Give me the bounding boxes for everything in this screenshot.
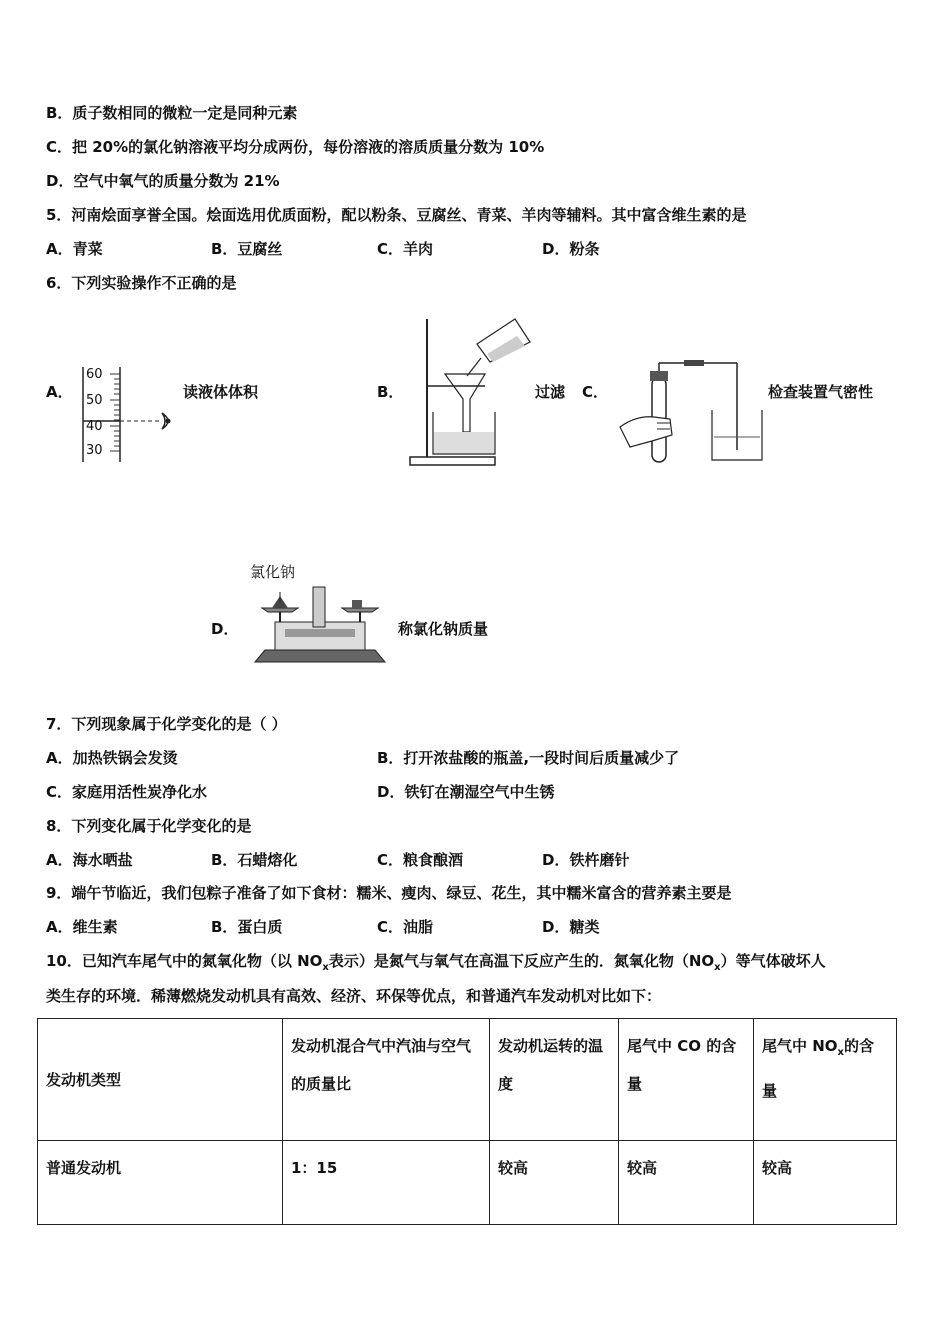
balance-figure [250,582,390,672]
q8-option-b: B．石蜡熔化 [211,851,298,869]
header-temperature: 发动机运转的温度 [490,1019,619,1141]
q6-c-letter: C． [582,383,609,401]
q5-option-a: A．青菜 [46,240,103,258]
row1-temperature: 较高 [490,1141,619,1225]
header-nox-content: 尾气中 $NO_x$的含量 [754,1019,897,1141]
cylinder-tick-50: 50 [86,393,103,408]
q8-option-c: C．粮食酿酒 [377,851,464,869]
q6-a-letter: A． [46,383,73,401]
row1-co: 较高 [619,1141,754,1225]
q9-stem: 9．端午节临近，我们包粽子准备了如下食材：糯米、瘦肉、绿豆、花生，其中糯米富含的营养素主要是 [46,884,732,902]
table-row [38,1141,897,1225]
q5-option-b: B．豆腐丝 [211,240,283,258]
header-mixture-ratio: 发动机混合气中汽油与空气的质量比 [283,1019,490,1141]
q9-option-c: C．油脂 [377,918,434,936]
airtightness-check-figure [612,355,772,470]
filtration-figure [405,314,535,469]
q6-stem: 6．下列实验操作不正确的是 [46,274,237,292]
row1-nox: 较高 [754,1141,897,1225]
q8-option-a: A．海水晒盐 [46,851,133,869]
q4-option-b: B．质子数相同的微粒一定是同种元素 [46,104,298,122]
q9-option-b: B．蛋白质 [211,918,283,936]
cylinder-tick-30: 30 [86,443,103,458]
q8-stem: 8．下列变化属于化学变化的是 [46,817,252,835]
table-header-row [38,1019,897,1141]
q9-option-a: A．维生素 [46,918,118,936]
q5-option-c: C．羊肉 [377,240,434,258]
q7-option-d: D．铁钉在潮湿空气中生锈 [377,783,555,801]
q5-stem: 5．河南烩面享誉全国。烩面选用优质面粉，配以粉条、豆腐丝、青菜、羊肉等辅料。其中富含维生素的是 [46,206,747,224]
q10-stem-line2: 类生存的环境．稀薄燃烧发动机具有高效、经济、环保等优点，和普通汽车发动机对比如下： [46,987,662,1005]
q6-c-caption: 检查装置气密性 [768,383,874,401]
engine-comparison-table [37,1018,897,1225]
q4-option-c: C．把 20%的氯化钠溶液平均分成两份，每份溶液的溶质质量分数为 10% [46,138,545,156]
q6-b-letter: B． [377,383,404,401]
cylinder-tick-60: 60 [86,367,103,382]
q7-option-b: B．打开浓盐酸的瓶盖,一段时间后质量减少了 [377,749,680,767]
cylinder-tick-40: 40 [86,419,103,434]
q7-option-a: A．加热铁锅会发烫 [46,749,178,767]
row1-ratio: 1：15 [283,1141,490,1225]
balance-label: 氯化钠 [250,563,296,581]
q5-option-d: D．粉条 [542,240,600,258]
q6-b-caption: 过滤 [535,383,566,401]
row1-engine: 普通发动机 [38,1141,283,1225]
q7-stem: 7．下列现象属于化学变化的是（ ） [46,715,287,733]
header-engine-type: 发动机类型 [38,1019,283,1141]
q6-d-letter: D． [211,620,239,638]
q6-d-caption: 称氯化钠质量 [398,620,489,638]
q10-stem-line1: 10．已知汽车尾气中的氮氧化物（以 $NO_x$表示）是氮气与氧气在高温下反应产生的．氮氧化物$(NO_x)$等气体破坏人 [46,952,826,973]
q8-option-d: D．铁杵磨针 [542,851,630,869]
header-co-content: 尾气中 CO 的含量 [619,1019,754,1141]
q7-option-c: C．家庭用活性炭净化水 [46,783,208,801]
q6-a-caption: 读液体体积 [183,383,259,401]
q4-option-d: D．空气中氧气的质量分数为 21% [46,172,280,190]
q9-option-d: D．糖类 [542,918,600,936]
